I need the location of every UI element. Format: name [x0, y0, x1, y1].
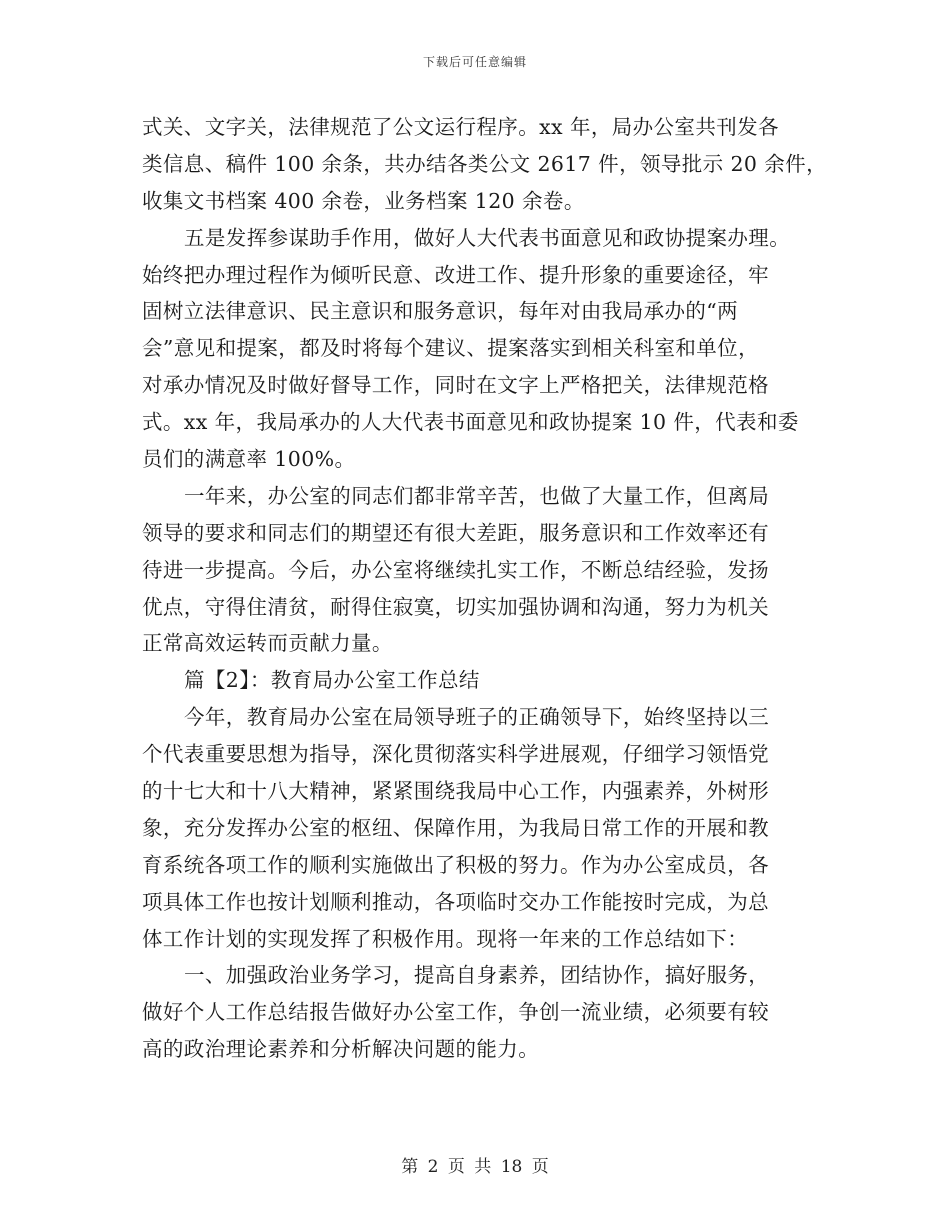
text-line: 收集文书档案 400 余卷，业务档案 120 余卷。: [142, 188, 585, 213]
section-heading: 篇【2】：教育局办公室工作总结: [184, 668, 480, 693]
text-line: 做好个人工作总结报告做好办公室工作，争创一流业绩，必须要有较: [142, 1000, 769, 1025]
text-line: 高的政治理论素养和分析解决问题的能力。: [142, 1037, 540, 1062]
text-line: 优点，守得住清贫，耐得住寂寞，切实加强协调和沟通，努力为机关: [142, 594, 769, 619]
paragraph-start-line: 今年，教育局办公室在局领导班子的正确领导下，始终坚持以三: [184, 705, 770, 730]
text-line: 式。xx 年，我局承办的人大代表书面意见和政协提案 10 件，代表和委: [142, 410, 799, 435]
paragraph-start-line: 五是发挥参谋助手作用，做好人大代表书面意见和政协提案办理。: [184, 225, 791, 250]
text-line: 式关、文字关，法律规范了公文运行程序。xx 年，局办公室共刊发各: [142, 115, 779, 139]
text-line: 待进一步提高。今后，办公室将继续扎实工作，不断总结经验，发扬: [142, 557, 769, 582]
text-line: 个代表重要思想为指导，深化贯彻落实科学进展观，仔细学习领悟党: [142, 742, 769, 767]
text-line: 象，充分发挥办公室的枢纽、保障作用，为我局日常工作的开展和教: [142, 815, 769, 840]
text-line: 正常高效运转而贡献力量。: [142, 631, 393, 656]
page-number-footer: 第 2 页 共 18 页: [401, 1157, 549, 1177]
text-line: 固树立法律意识、民主意识和服务意识，每年对由我局承办的“两: [142, 299, 739, 324]
page-header-note: 下载后可任意编辑: [422, 55, 527, 69]
text-line: 类信息、稿件 100 余条，共办结各类公文 2617 件，领导批示 20 余件，: [142, 151, 827, 176]
text-line: 体工作计划的实现发挥了积极作用。现将一年来的工作总结如下：: [142, 926, 749, 951]
text-line: 项具体工作也按计划顺利推动，各项临时交办工作能按时完成，为总: [142, 889, 769, 914]
text-line: 始终把办理过程作为倾听民意、改进工作、提升形象的重要途径，牢: [142, 262, 769, 287]
text-line: 育系统各项工作的顺利实施做出了积极的努力。作为办公室成员，各: [142, 852, 769, 877]
text-line: 员们的满意率 100%。: [142, 447, 356, 472]
text-line: 会”意见和提案，都及时将每个建议、提案落实到相关科室和单位，: [142, 336, 759, 361]
text-line: 的十七大和十八大精神，紧紧围绕我局中心工作，内强素养，外树形: [142, 779, 769, 804]
text-line: 领导的要求和同志们的期望还有很大差距，服务意识和工作效率还有: [142, 520, 769, 545]
paragraph-start-line: 一年来，办公室的同志们都非常辛苦，也做了大量工作，但离局: [184, 483, 770, 508]
text-line: 对承办情况及时做好督导工作，同时在文字上严格把关，法律规范格: [142, 373, 769, 398]
document-body: [142, 109, 832, 1068]
paragraph-start-line: 一、加强政治业务学习，提高自身素养，团结协作，搞好服务，: [184, 963, 770, 988]
